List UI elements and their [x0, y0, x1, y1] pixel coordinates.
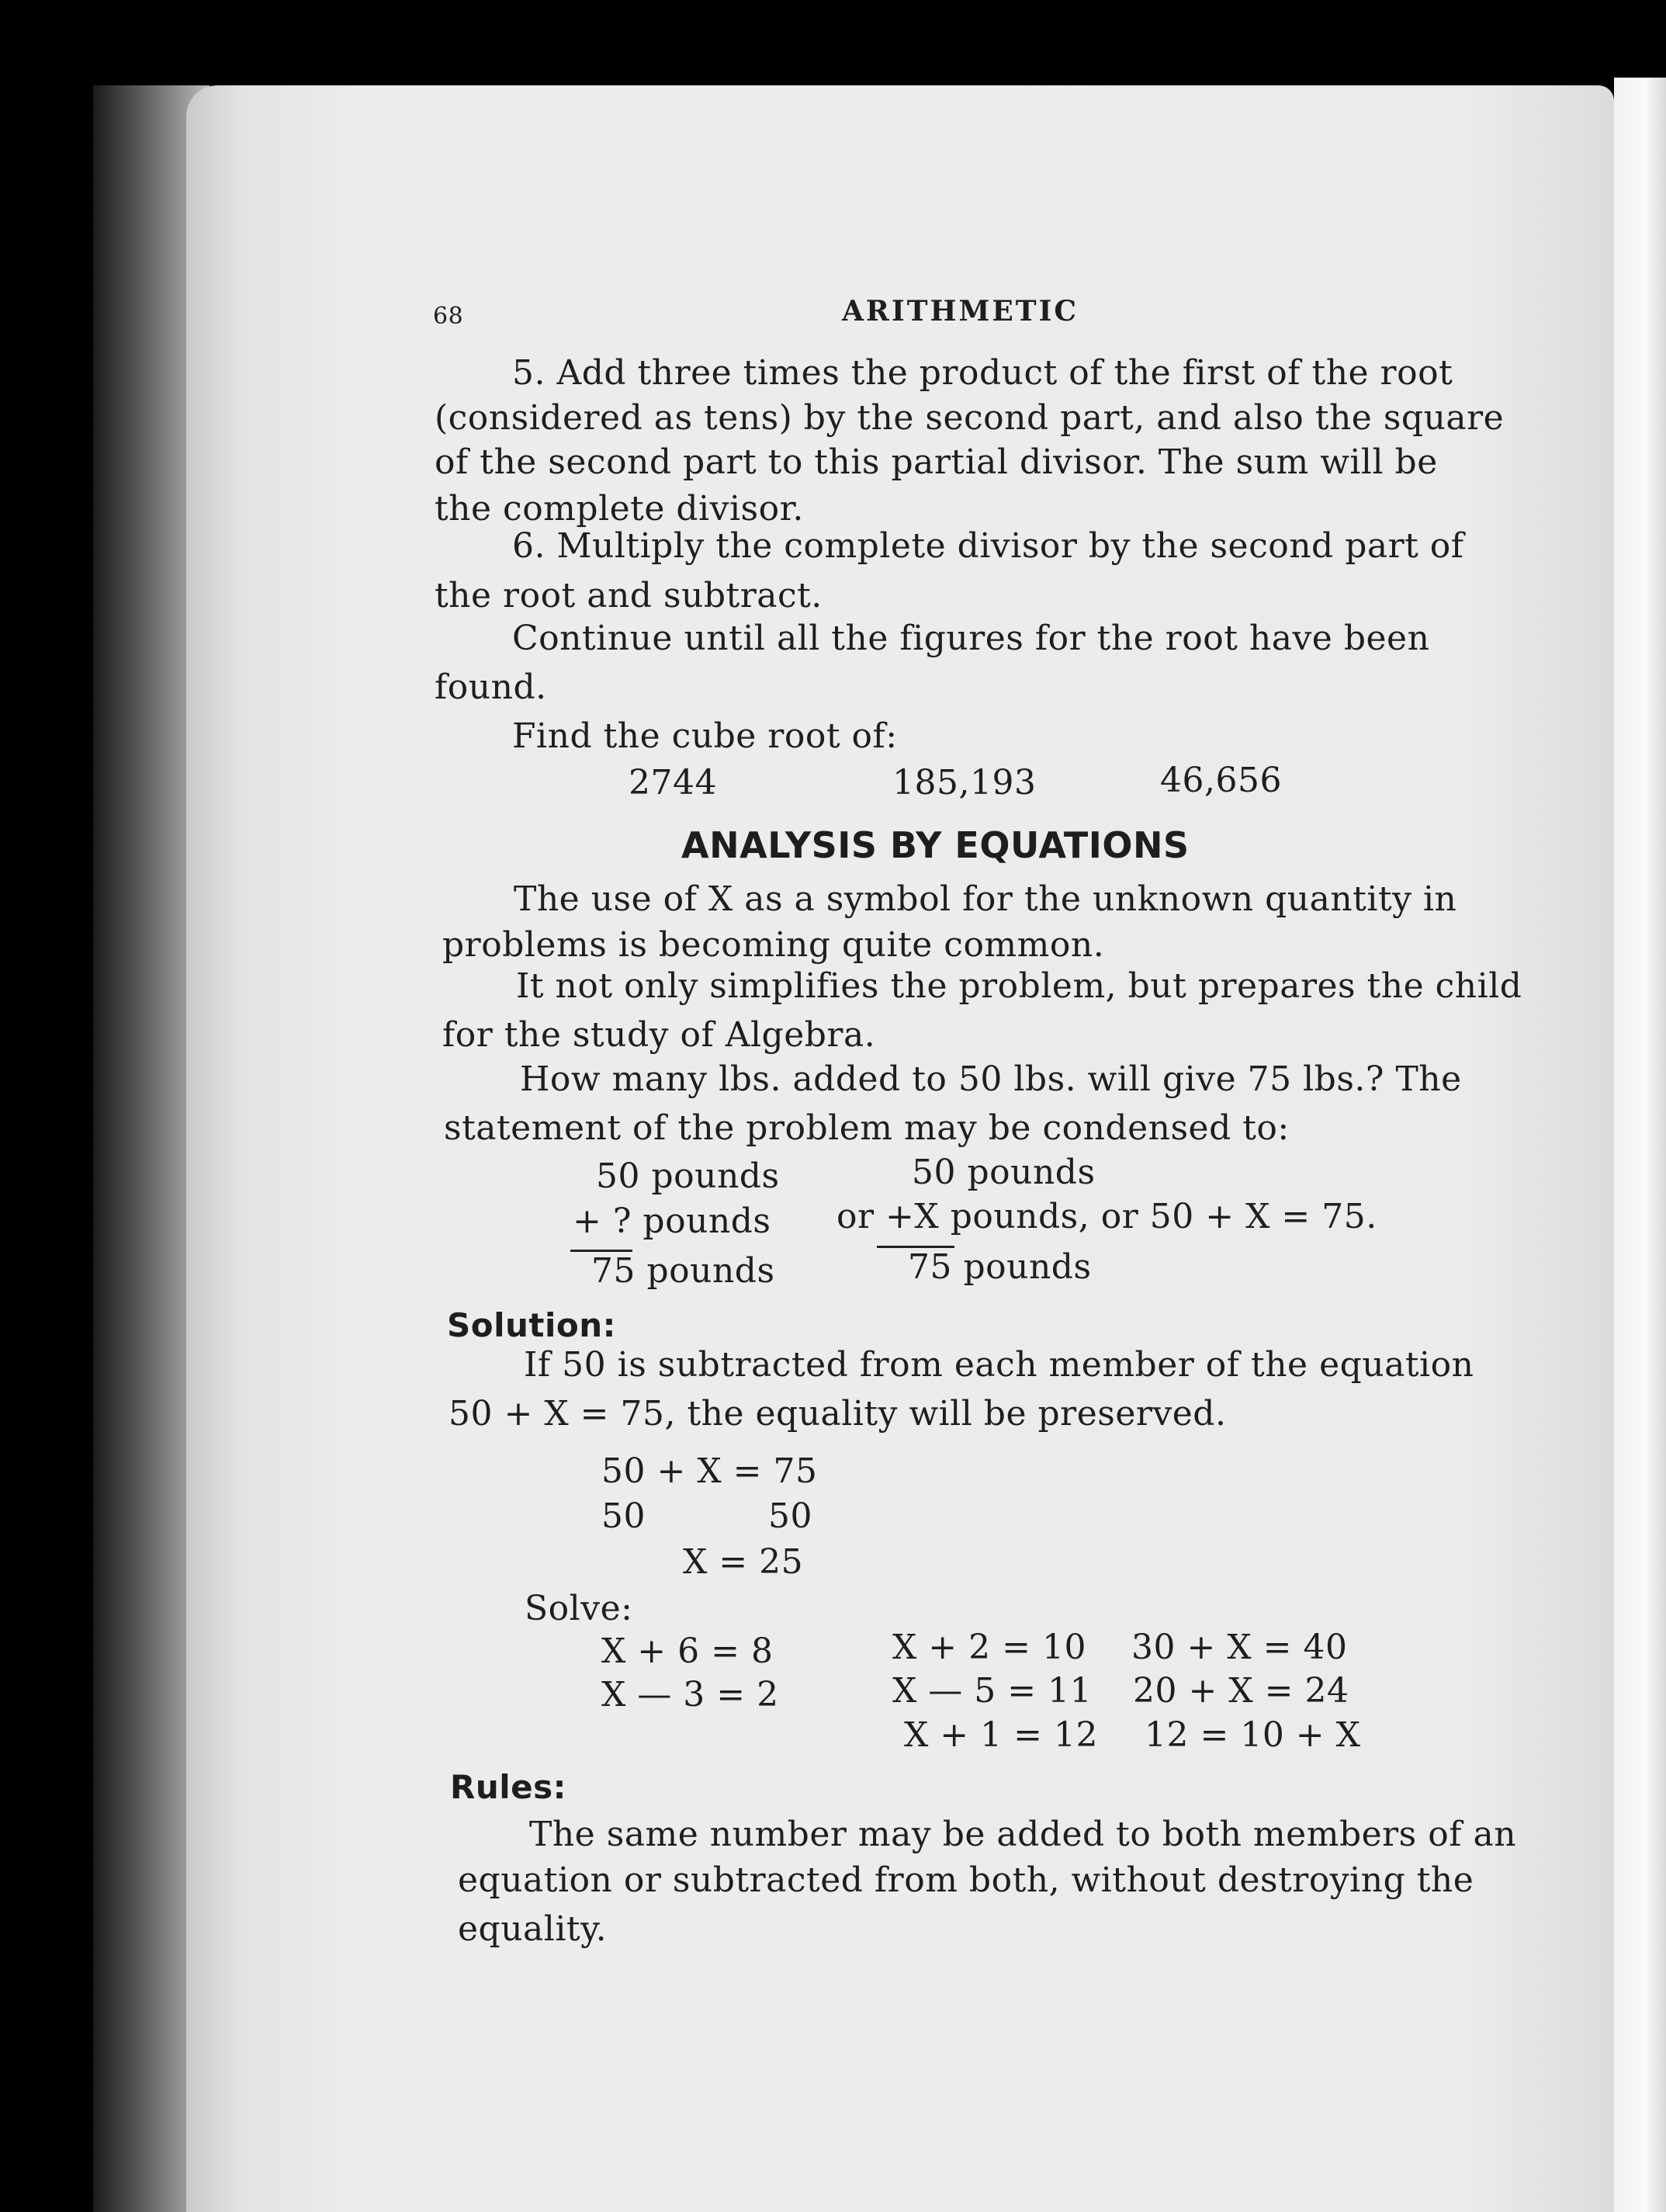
rules-line-3: equality.: [458, 1909, 608, 1949]
solution-heading: Solution:: [447, 1306, 616, 1344]
solution-line-1: If 50 is subtracted from each member of the equation: [524, 1345, 1474, 1385]
solve-col3-eq3: 12 = 10 + X: [1145, 1715, 1361, 1755]
solve-col2-eq3: X + 1 = 12: [904, 1715, 1098, 1755]
solve-col2-eq1: X + 2 = 10: [892, 1628, 1086, 1667]
intro-3-line-1: How many lbs. added to 50 lbs. will give 75 lbs.? The: [520, 1059, 1462, 1099]
rules-line-1: The same number may be added to both members of an: [529, 1815, 1517, 1854]
intro-1-line-1: The use of X as a symbol for the unknown quantity in: [514, 879, 1457, 919]
solution-line-2: 50 + X = 75, the equality will be preserved.: [449, 1394, 1227, 1434]
intro-1-line-2: problems is becoming quite common.: [442, 925, 1105, 965]
intro-2-line-1: It not only simplifies the problem, but prepares the child: [516, 966, 1522, 1006]
condensed-left-line-2: + ? pounds: [573, 1201, 771, 1241]
cube-root-number-1: 2744: [629, 763, 717, 803]
solve-col3-eq1: 30 + X = 40: [1131, 1628, 1348, 1667]
continue-line-2: found.: [435, 667, 547, 707]
solution-work-line-1: 50 + X = 75: [601, 1451, 818, 1491]
step-5-line-1: 5. Add three times the product of the first of the root: [512, 353, 1453, 393]
condensed-left-line-3: 75 pounds: [591, 1251, 775, 1291]
condensed-right-line-3: 75 pounds: [908, 1247, 1092, 1287]
solve-col1-eq1: X + 6 = 8: [601, 1631, 774, 1671]
rules-heading: Rules:: [450, 1768, 566, 1806]
continue-line-1: Continue until all the figures for the root have been: [512, 619, 1430, 658]
condensed-left-line-1: 50 pounds: [596, 1156, 780, 1196]
step-6-line-2: the root and subtract.: [435, 576, 823, 615]
cube-root-prompt: Find the cube root of:: [512, 716, 898, 756]
step-6-line-1: 6. Multiply the complete divisor by the second part of: [512, 526, 1464, 566]
facing-page-edge: [1614, 78, 1666, 2212]
step-5-line-2: (considered as tens) by the second part, and also the square: [435, 398, 1505, 438]
solve-col1-eq2: X — 3 = 2: [601, 1675, 779, 1714]
solution-work-line-3: X = 25: [683, 1542, 804, 1582]
step-5-line-4: the complete divisor.: [435, 489, 804, 529]
condensed-right-line-2: or +X pounds, or 50 + X = 75.: [836, 1197, 1377, 1236]
intro-2-line-2: for the study of Algebra.: [442, 1015, 876, 1055]
solution-work-line-2b: 50: [768, 1496, 812, 1536]
solve-label: Solve:: [525, 1589, 633, 1628]
solve-col3-eq2: 20 + X = 24: [1133, 1671, 1349, 1711]
step-5-line-3: of the second part to this partial divisor. The sum will be: [435, 442, 1438, 482]
page-number: 68: [433, 303, 464, 330]
solve-col2-eq2: X — 5 = 11: [892, 1671, 1093, 1711]
intro-3-line-2: statement of the problem may be condensed to:: [444, 1108, 1290, 1148]
rules-line-2: equation or subtracted from both, without destroying the: [458, 1860, 1474, 1900]
cube-root-number-3: 46,656: [1160, 761, 1282, 800]
cube-root-number-2: 185,193: [892, 763, 1037, 803]
condensed-right-line-1: 50 pounds: [912, 1153, 1096, 1192]
section-title: ANALYSIS BY EQUATIONS: [681, 824, 1190, 866]
solution-work-line-2a: 50: [601, 1496, 646, 1536]
running-title: ARITHMETIC: [842, 295, 1079, 328]
